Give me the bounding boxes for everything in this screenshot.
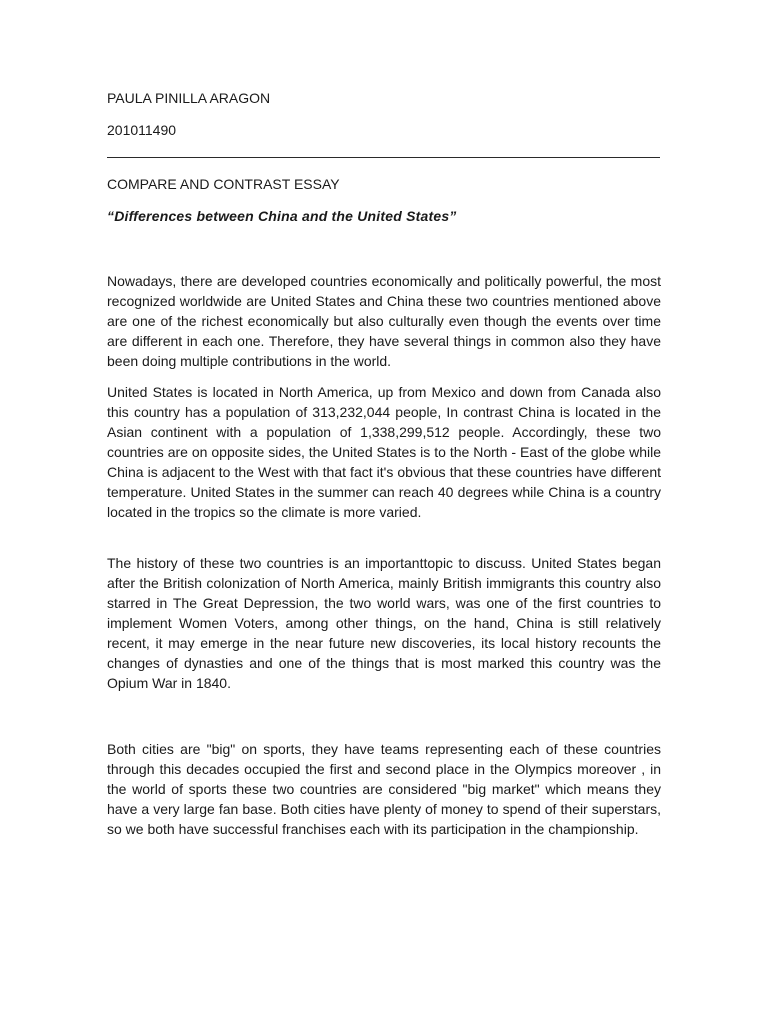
essay-title: “Differences between China and the United States” [107, 208, 457, 224]
paragraph-history: The history of these two countries is an importanttopic to discuss. United States began after the British colonization of North America, mainly British immigrants this country also starred in The Great Depression, the two world wars, was one of the first countries to implement Women Voters, among other things, on the hand, China is still relatively recent, it may emerge in the near future new discoveries, its local history recounts the changes of dynasties and one of the things that is most marked this country was the Opium War in 1840. [107, 555, 661, 691]
separator-line [107, 157, 660, 158]
paragraph-sports: Both cities are "big" on sports, they have teams representing each of these countries through this decades occupied the first and second place in the Olympics moreover , in the world of sports these two countries are considered "big market" which means they have a very large fan base. Both cities have plenty of money to spend of their superstars, so we both have successful franchises each with its participation in the championship. [107, 741, 661, 837]
paragraph-introduction: Nowadays, there are developed countries economically and politically powerful, the most recognized worldwide are United States and China these two countries mentioned above are one of the richest economically but also culturally even though the events over time are different in each one. Therefore, they have several things in common also they have been doing multiple contributions in the world. [107, 273, 661, 369]
author-name: PAULA PINILLA ARAGON [107, 90, 271, 106]
student-id: 201011490 [107, 122, 177, 138]
essay-type-heading: COMPARE AND CONTRAST ESSAY [107, 176, 340, 192]
paragraph-geography: United States is located in North America, up from Mexico and down from Canada also this country has a population of 313,232,044 people, In contrast China is located in the Asian continent with a population of 1,338,299,512 people. Accordingly, these two countries are on opposite sides, the United States is to the North - East of the globe while China is adjacent to the West with that fact it's obvious that these countries have different temperature. United States in the summer can reach 40 degrees while China is a country located in the tropics so the climate is more varied. [107, 384, 661, 520]
